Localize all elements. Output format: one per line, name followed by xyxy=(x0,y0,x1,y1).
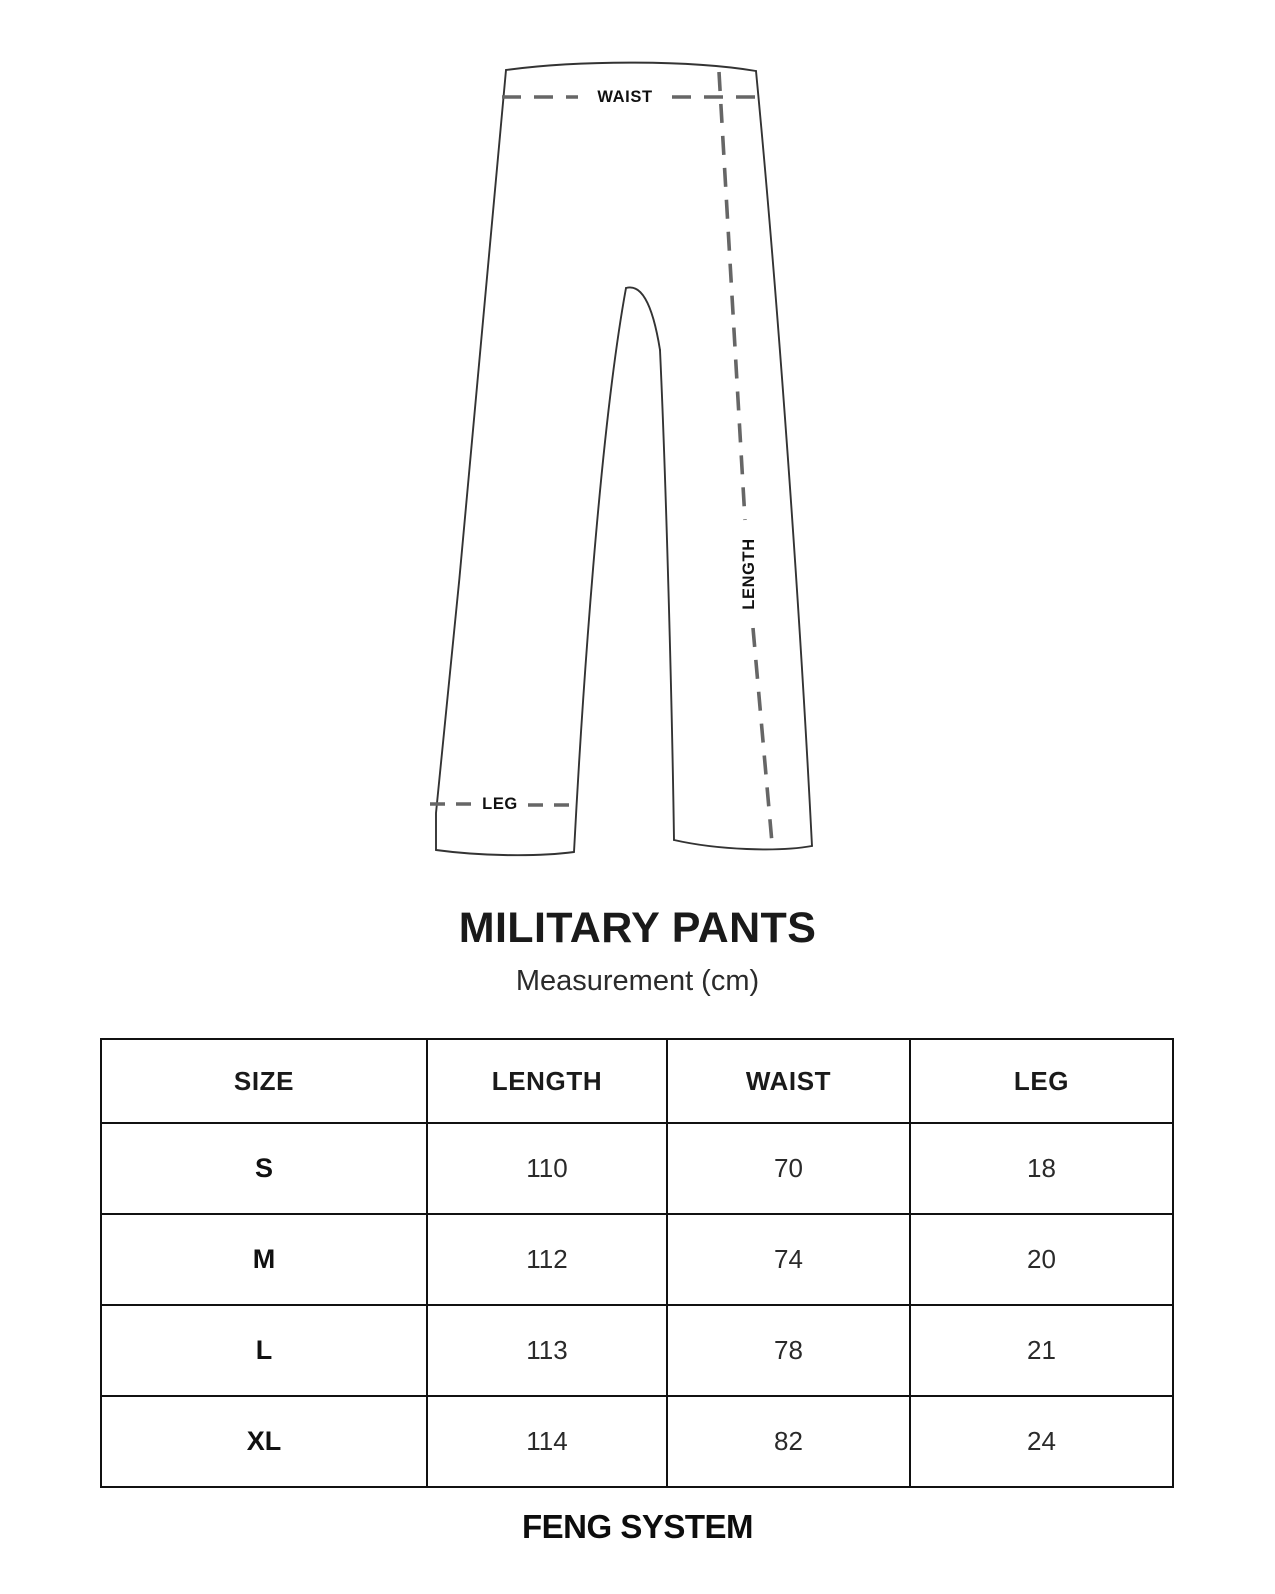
cell-size: S xyxy=(101,1123,427,1214)
leg-callout xyxy=(430,795,575,813)
column-header-waist: WAIST xyxy=(667,1039,910,1123)
leg-callout-label: LEG xyxy=(482,795,518,813)
cell-size: L xyxy=(101,1305,427,1396)
size-table-head xyxy=(101,1039,1173,1123)
cell-length: 113 xyxy=(427,1305,667,1396)
table-row xyxy=(101,1396,1173,1487)
length-guide-line-upper xyxy=(719,72,745,520)
pants-right-inseam xyxy=(660,350,674,840)
length-callout xyxy=(719,72,772,843)
column-header-size: SIZE xyxy=(101,1039,427,1123)
pants-crotch-curve xyxy=(626,287,660,350)
cell-size: XL xyxy=(101,1396,427,1487)
cell-waist: 70 xyxy=(667,1123,910,1214)
pants-left-hem xyxy=(436,850,574,855)
cell-leg: 24 xyxy=(910,1396,1173,1487)
cell-waist: 78 xyxy=(667,1305,910,1396)
cell-leg: 20 xyxy=(910,1214,1173,1305)
cell-waist: 74 xyxy=(667,1214,910,1305)
pants-waistband-top xyxy=(506,63,756,71)
size-table xyxy=(100,1038,1174,1488)
table-row xyxy=(101,1305,1173,1396)
page-title: MILITARY PANTS xyxy=(458,904,817,952)
pants-outline-group xyxy=(436,63,812,856)
pants-right-side-seam xyxy=(756,71,812,846)
cell-size: M xyxy=(101,1214,427,1305)
cell-length: 114 xyxy=(427,1396,667,1487)
cell-waist: 82 xyxy=(667,1396,910,1487)
column-header-length: LENGTH xyxy=(427,1039,667,1123)
table-row xyxy=(101,1214,1173,1305)
table-header-row xyxy=(101,1039,1173,1123)
cell-leg: 18 xyxy=(910,1123,1173,1214)
title-block xyxy=(0,905,1275,998)
cell-length: 112 xyxy=(427,1214,667,1305)
pants-right-hem xyxy=(674,840,812,849)
brand-footer: FENG SYSTEM xyxy=(521,1508,754,1545)
pants-left-side-seam xyxy=(436,70,506,850)
waist-callout-label: WAIST xyxy=(597,88,653,106)
measurement-unit-note: Measurement (cm) xyxy=(515,965,760,998)
cell-leg: 21 xyxy=(910,1305,1173,1396)
size-table-body xyxy=(101,1123,1173,1487)
length-callout-label: LENGTH xyxy=(740,538,758,610)
column-header-leg: LEG xyxy=(910,1039,1173,1123)
size-table-container xyxy=(100,1038,1172,1488)
table-row xyxy=(101,1123,1173,1214)
pants-left-inseam xyxy=(574,288,626,852)
cell-length: 110 xyxy=(427,1123,667,1214)
length-guide-line-lower xyxy=(753,628,772,843)
